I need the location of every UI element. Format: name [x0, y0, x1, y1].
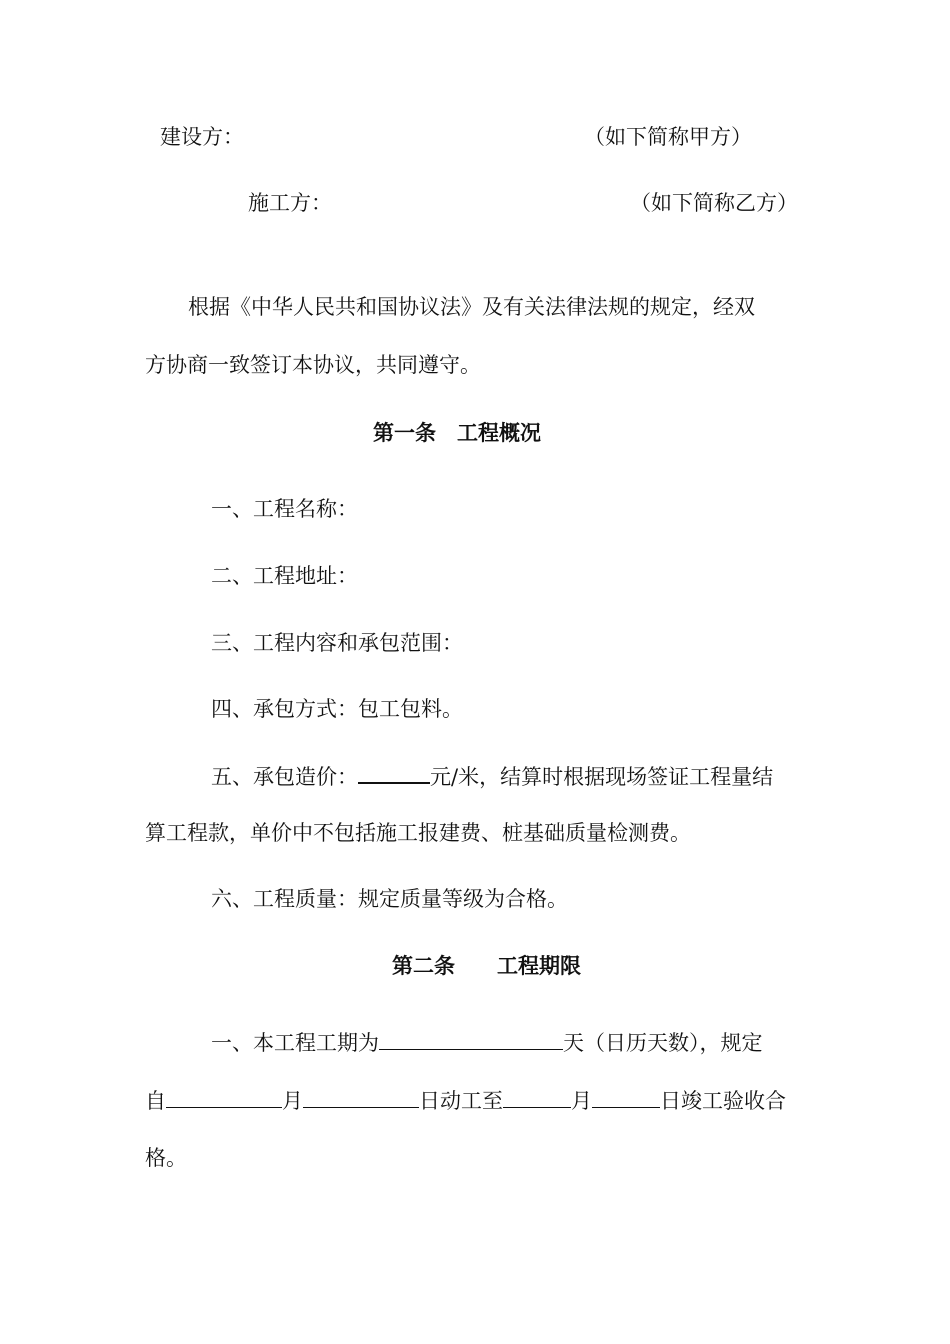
owner-note: （如下简称甲方）: [584, 125, 752, 149]
contractor-label: 施工方：: [248, 191, 332, 215]
article-1-item-6: 六、工程质量：规定质量等级为合格。: [211, 887, 568, 911]
article-1-title: 第一条 工程概况: [373, 420, 541, 445]
price-blank[interactable]: [358, 760, 430, 784]
start-to-label: 日动工至: [419, 1089, 503, 1113]
start-day-blank[interactable]: [303, 1085, 419, 1108]
article-2-title: 第二条 工程期限: [392, 953, 581, 978]
article-1-item-4: 四、承包方式：包工包料。: [211, 697, 463, 721]
month-label-2: 月: [571, 1089, 592, 1113]
preamble-line-2: 方协商一致签订本协议，共同遵守。: [145, 353, 481, 377]
owner-label: 建设方：: [160, 125, 244, 149]
end-month-blank[interactable]: [503, 1085, 571, 1108]
contractor-note: （如下简称乙方）: [630, 191, 798, 215]
duration-days-blank[interactable]: [379, 1027, 563, 1050]
from-label: 自: [145, 1089, 166, 1113]
term-suffix: 天（日历天数），规定: [563, 1031, 763, 1055]
preamble-line-1: 根据《中华人民共和国协议法》及有关法律法规的规定，经双: [188, 295, 755, 319]
end-day-blank[interactable]: [592, 1085, 660, 1108]
item-5-prefix: 五、承包造价：: [211, 765, 358, 789]
completion-label: 日竣工验收合: [660, 1089, 786, 1113]
month-label-1: 月: [282, 1089, 303, 1113]
article-2-item-1: [211, 1027, 763, 1058]
article-1-item-5: [211, 760, 773, 792]
article-1-item-5-line-2: 算工程款，单价中不包括施工报建费、桩基础质量检测费。: [145, 821, 691, 845]
article-2-item-1-line-2: [145, 1085, 786, 1116]
article-1-item-2: 二、工程地址：: [211, 564, 358, 588]
article-2-item-1-line-3: 格。: [145, 1146, 187, 1170]
term-prefix: 一、本工程工期为: [211, 1031, 379, 1055]
start-month-blank[interactable]: [166, 1085, 282, 1108]
article-1-item-3: 三、工程内容和承包范围：: [211, 631, 463, 655]
article-1-item-1: 一、工程名称：: [211, 497, 358, 521]
item-5-suffix: 元/米，结算时根据现场签证工程量结: [430, 765, 774, 789]
